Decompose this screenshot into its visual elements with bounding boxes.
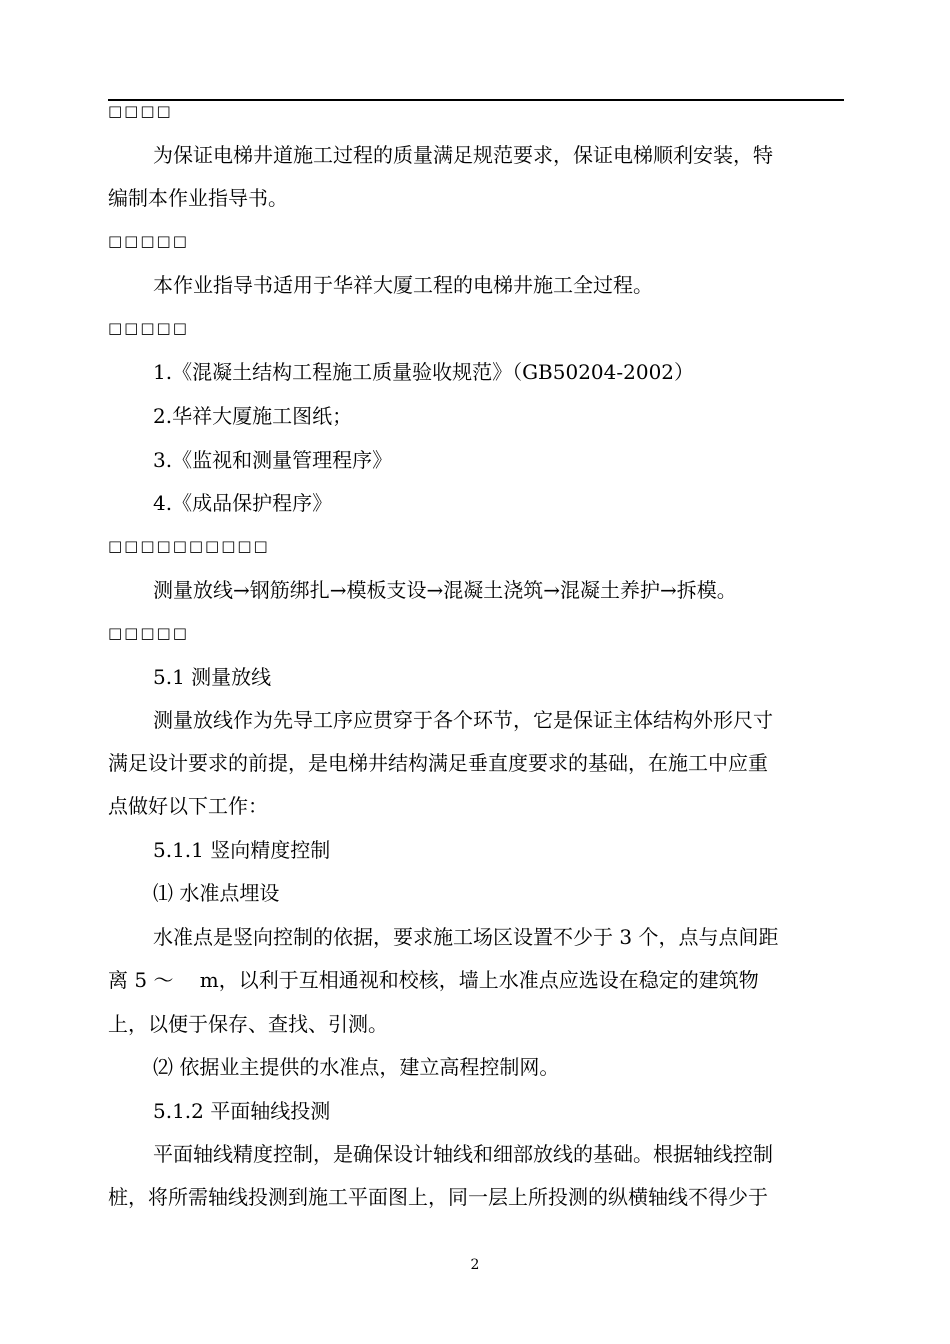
- header-rule: [108, 99, 844, 101]
- section-heading-3: □□□□□: [108, 319, 189, 337]
- reference-item-4: 4.《成品保护程序》: [153, 491, 333, 515]
- paragraph-5-1-2-line-1: 平面轴线精度控制，是确保设计轴线和细部放线的基础。根据轴线控制: [153, 1142, 773, 1166]
- subsection-title-5-1-1: 5.1.1 竖向精度控制: [153, 838, 331, 862]
- section-heading-4: □□□□□□□□□□: [108, 537, 270, 555]
- paragraph-5-1-2-line-2: 桩，将所需轴线投测到施工平面图上，同一层上所投测的纵横轴线不得少于: [108, 1185, 768, 1209]
- section-heading-5: □□□□□: [108, 624, 189, 642]
- reference-item-1: 1.《混凝土结构工程施工质量验收规范》（GB50204-2002）: [153, 360, 695, 384]
- reference-item-3: 3.《监视和测量管理程序》: [153, 448, 393, 472]
- scope-text: 本作业指导书适用于华祥大厦工程的电梯井施工全过程。: [153, 273, 653, 297]
- section-heading-1: □□□□: [108, 102, 173, 120]
- list-item-1-title: ⑴ 水准点埋设: [153, 881, 280, 905]
- list-item-1-line-2: 离 5 ～ m，以利于互相通视和校核，墙上水准点应选设在稳定的建筑物: [108, 968, 759, 992]
- reference-item-2: 2.华祥大厦施工图纸；: [153, 404, 353, 428]
- paragraph-5-1-line-1: 测量放线作为先导工序应贯穿于各个环节，它是保证主体结构外形尺寸: [153, 708, 773, 732]
- purpose-line-1: 为保证电梯井道施工过程的质量满足规范要求，保证电梯顺利安装，特: [153, 143, 773, 167]
- list-item-1-line-1: 水准点是竖向控制的依据，要求施工场区设置不少于 3 个，点与点间距: [153, 925, 779, 949]
- process-flow-text: 测量放线→钢筋绑扎→模板支设→混凝土浇筑→混凝土养护→拆模。: [153, 578, 737, 602]
- subsection-title-5-1-2: 5.1.2 平面轴线投测: [153, 1099, 331, 1123]
- list-item-2: ⑵ 依据业主提供的水准点，建立高程控制网。: [153, 1055, 560, 1079]
- paragraph-5-1-line-2: 满足设计要求的前提，是电梯井结构满足垂直度要求的基础，在施工中应重: [108, 751, 768, 775]
- list-item-1-line-3: 上，以便于保存、查找、引测。: [108, 1012, 388, 1036]
- paragraph-5-1-line-3: 点做好以下工作：: [108, 794, 268, 818]
- section-heading-2: □□□□□: [108, 232, 189, 250]
- purpose-line-2: 编制本作业指导书。: [108, 186, 288, 210]
- page-number: 2: [470, 1257, 480, 1273]
- subsection-title-5-1: 5.1 测量放线: [153, 665, 272, 689]
